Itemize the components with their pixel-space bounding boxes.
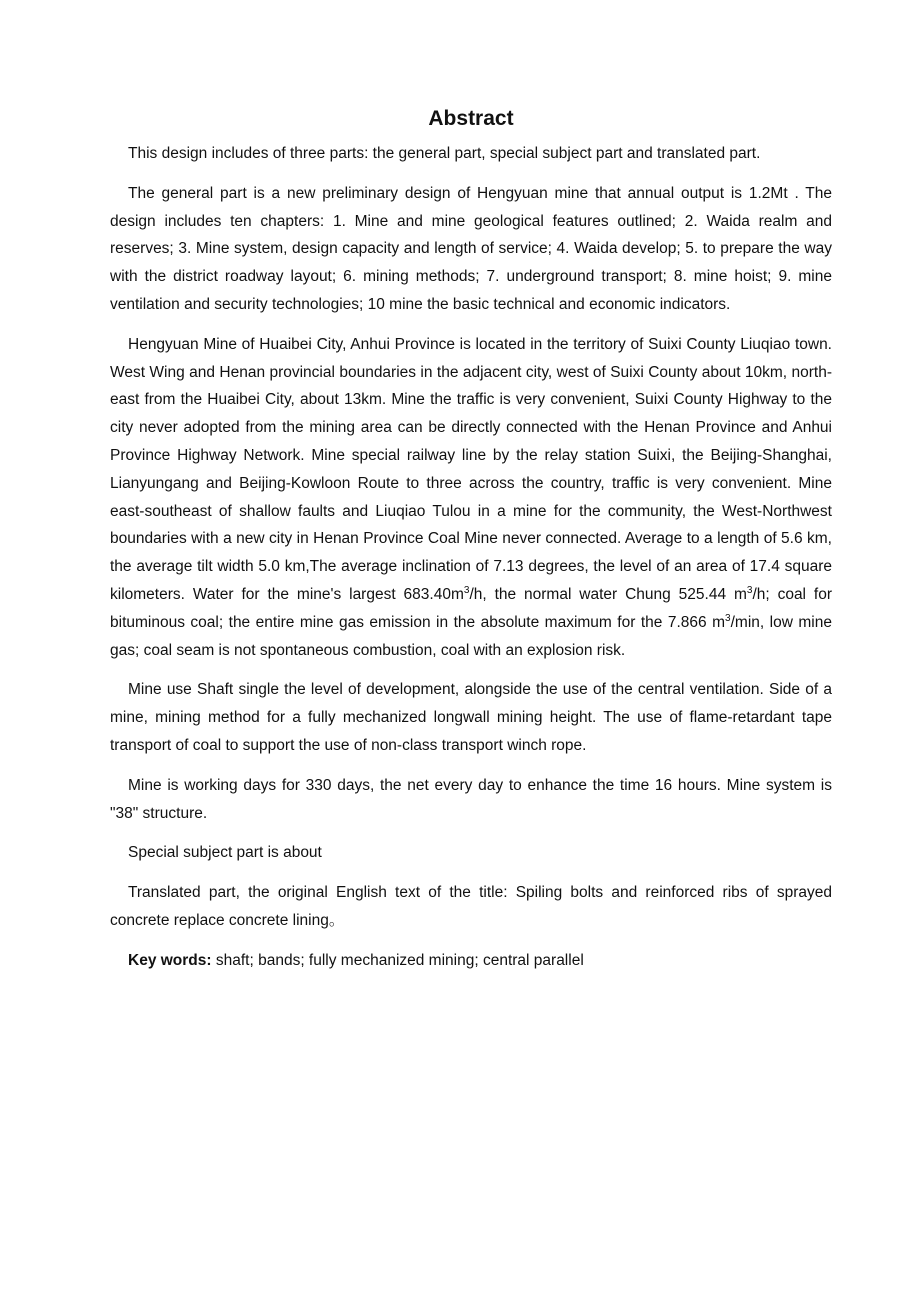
superscript-3: 3 — [746, 584, 753, 596]
mine-location-text-c: /h; coal for bituminous coal; the entire mine gas emission in the absolute maximum for the 7.866 m — [110, 585, 832, 631]
paragraph-translated-part: Translated part, the original English text of the title: Spiling bolts and reinforced ribs of sprayed concrete replace concrete lining。 — [110, 884, 832, 929]
mine-location-text-b: /h, the normal water Chung 525.44 m — [469, 585, 747, 603]
paragraph-development: Mine use Shaft single the level of development, alongside the use of the central ventilation. Side of a mine, mining method for a fully mechanized longwall mining height. The use of flame-retardant tape transport of coal to support the use of non-class transport winch rope. — [110, 681, 832, 754]
paragraph-general-part: The general part is a new preliminary design of Hengyuan mine that annual output is 1.2Mt . The design includes ten chapters: 1. Mine and mine geological features outlined; 2. Waida realm and reserves; 3. Mine system, design capacity and length of service; 4. Waida develop; 5. to prepare the way with the district roadway layout; 6. mining methods; 7. underground transport; 8. mine hoist; 9. mine ventilation and security technologies; 10 mine the basic technical and economic indicators. — [110, 184, 832, 313]
keywords-label: Key words: — [128, 951, 212, 969]
paragraph-mine-location — [110, 331, 832, 665]
paragraph-working-days: Mine is working days for 330 days, the net every day to enhance the time 16 hours. Mine system is "38" structure. — [110, 776, 832, 822]
superscript-3: 3 — [725, 612, 731, 624]
mine-location-text-a: Hengyuan Mine of Huaibei City, Anhui Province is located in the territory of Suixi County Liuqiao town. West Wing and Henan provincial boundaries in the adjacent city, west of Suixi County about 10km, north-east from the Huaibei City, about 13km. Mine the traffic is very convenient, Suixi County Highway to the city never adopted from the mining area can be directly connected with the Henan Province and Anhui Province Highway Network. Mine special railway line by the relay station Suixi, the Beijing-Shanghai, Lianyungang and Beijing-Kowloon Route to three across the country, traffic is very convenient. Mine east-southeast of shallow faults and Liuqiao Tulou in a mine for the community, the West-Northwest boundaries with a new city in Henan Province Coal Mine never connected. Average to a length of 5.6 km, the average tilt width 5.0 km,The average inclination of 7.13 degrees, the level of an area of 17.4 square kilometers. Water for the mine's largest 683.40m — [110, 335, 832, 603]
keywords-line — [110, 947, 832, 975]
abstract-page — [110, 104, 832, 987]
keywords-text: shaft; bands; fully mechanized mining; central parallel — [211, 951, 584, 969]
abstract-title: Abstract — [428, 107, 514, 130]
superscript-3: 3 — [463, 584, 470, 596]
paragraph-special-subject: Special subject part is about — [128, 844, 322, 862]
mine-location-text-d: /min, low mine gas; coal seam is not spontaneous combustion, coal with an explosion risk. — [110, 613, 832, 659]
paragraph-overview: This design includes of three parts: the general part, special subject part and translated part. — [128, 145, 761, 162]
